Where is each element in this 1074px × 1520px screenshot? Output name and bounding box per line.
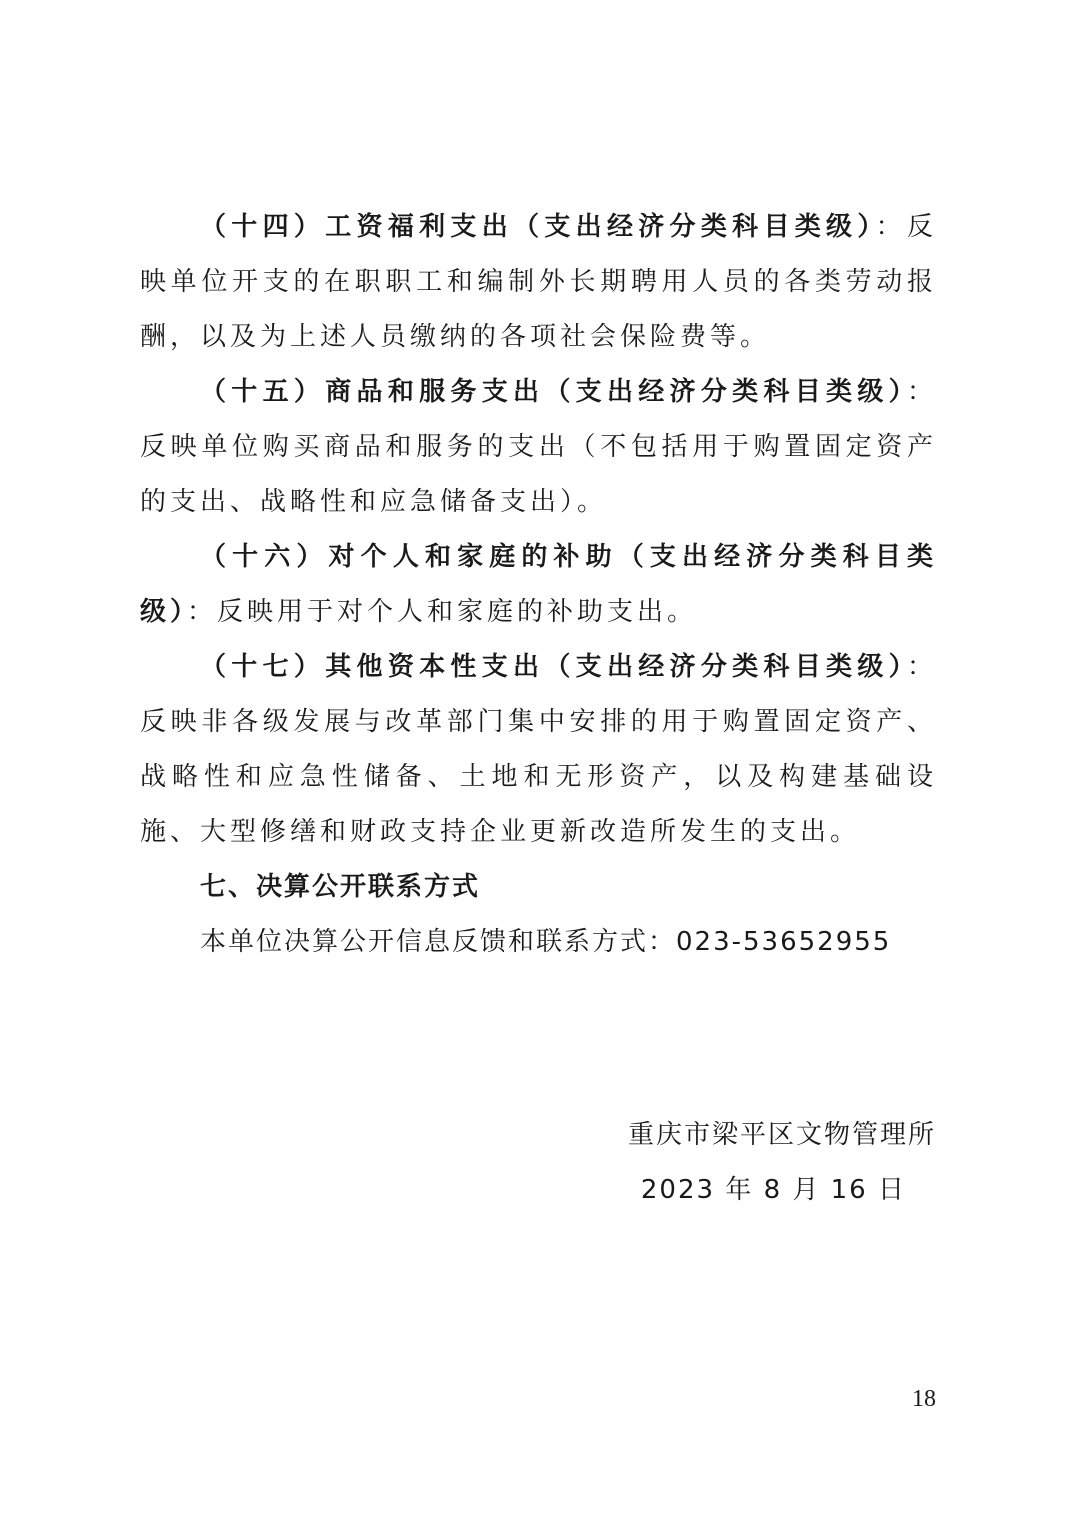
section-heading-contact: 七、决算公开联系方式	[200, 872, 481, 902]
paragraph-heading: （十七）其他资本性支出（支出经济分类科目类级）	[200, 652, 907, 682]
signature-organization: 重庆市梁平区文物管理所	[627, 1120, 936, 1150]
paragraph-household-subsidy	[140, 530, 937, 640]
paragraph-heading: （十六）对个人和家庭的补助（支出经济分类科目类级）	[140, 542, 937, 627]
paragraph-other-capital	[140, 640, 937, 860]
paragraph-body: ：反映非各级发展与改革部门集中安排的用于购置固定资产、战略性和应急性储备、土地和无形资产，以及构建基础设施、大型修缮和财政支持企业更新改造所发生的支出。	[140, 652, 937, 847]
paragraph-wage-welfare	[140, 200, 937, 365]
signature-date: 2023 年 8 月 16 日	[640, 1175, 906, 1205]
paragraph-heading: （十五）商品和服务支出（支出经济分类科目类级）	[200, 377, 907, 407]
page-number: 18	[912, 1386, 936, 1412]
signature-block	[628, 1108, 936, 1218]
paragraph-body: ：反映用于对个人和家庭的补助支出。	[187, 597, 698, 627]
paragraph-goods-services	[140, 365, 937, 530]
paragraph-body: ：反映单位购买商品和服务的支出（不包括用于购置固定资产的支出、战略性和应急储备支出）。	[140, 377, 937, 517]
paragraph-heading: （十四）工资福利支出（支出经济分类科目类级）	[200, 212, 876, 242]
document-body	[140, 200, 937, 970]
paragraph-body: ：反映单位开支的在职职工和编制外长期聘用人员的各类劳动报酬，以及为上述人员缴纳的各项社会保险费等。	[140, 212, 937, 352]
contact-info: 本单位决算公开信息反馈和联系方式：023-53652955	[200, 927, 892, 957]
